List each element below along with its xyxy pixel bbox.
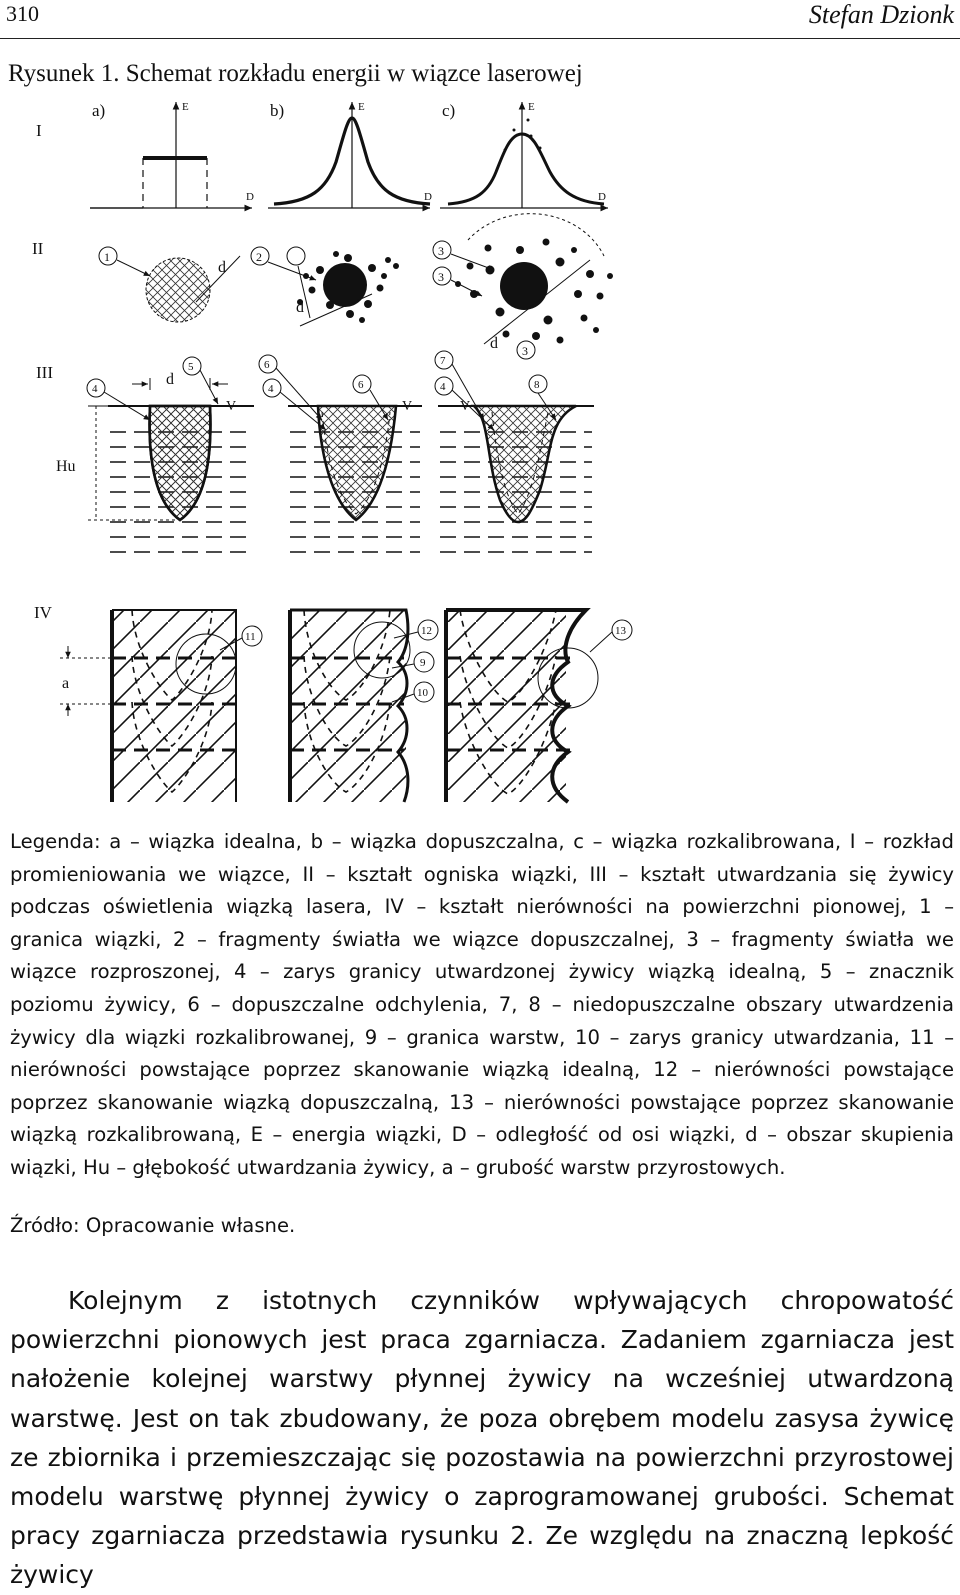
marker-5: 5 bbox=[188, 361, 194, 373]
figure-title: Rysunek 1. Schemat rozkładu energii w wiązce laserowej bbox=[8, 60, 583, 87]
row-label-II: II bbox=[32, 239, 44, 258]
dim-hu: Hu bbox=[56, 458, 76, 475]
row-1-energy-profiles bbox=[90, 101, 608, 208]
marker-4c: 4 bbox=[440, 381, 446, 393]
svg-text:D: D bbox=[246, 191, 254, 203]
marker-6a: 6 bbox=[264, 359, 270, 371]
row-label-I: I bbox=[36, 121, 42, 140]
row-3-cure-shapes bbox=[56, 351, 594, 552]
marker-3a: 3 bbox=[438, 244, 444, 258]
marker-13: 13 bbox=[615, 625, 626, 637]
marker-1: 1 bbox=[104, 250, 110, 264]
figure-illustration bbox=[0, 90, 960, 812]
dim-d-row3: d bbox=[166, 371, 174, 388]
dim-d-row2-b: d bbox=[296, 299, 304, 316]
level-v-1: V bbox=[226, 399, 237, 414]
panel-label-c: c) bbox=[442, 101, 456, 120]
row-4-surface-irregularities bbox=[60, 610, 632, 802]
marker-9: 9 bbox=[420, 657, 426, 669]
svg-text:E: E bbox=[182, 101, 189, 113]
marker-2: 2 bbox=[256, 250, 262, 264]
panel-label-b: b) bbox=[270, 101, 285, 120]
marker-4b: 4 bbox=[268, 383, 274, 395]
running-head-author: Stefan Dzionk bbox=[808, 0, 954, 29]
svg-text:E: E bbox=[358, 101, 365, 113]
svg-text:E: E bbox=[528, 101, 535, 113]
svg-text:D: D bbox=[424, 191, 432, 203]
page-header bbox=[0, 0, 960, 39]
marker-10: 10 bbox=[417, 687, 428, 699]
marker-3b: 3 bbox=[438, 270, 444, 284]
row-label-III: III bbox=[36, 363, 53, 382]
marker-7: 7 bbox=[440, 355, 446, 367]
dim-a: a bbox=[62, 675, 70, 692]
row-label-IV: IV bbox=[34, 603, 52, 622]
marker-4a: 4 bbox=[92, 383, 98, 395]
dim-d-row2-a: d bbox=[218, 259, 226, 276]
page-number: 310 bbox=[6, 1, 39, 26]
level-v-3: V bbox=[460, 399, 471, 414]
marker-6b: 6 bbox=[358, 379, 364, 391]
dim-d-row2-c: d bbox=[490, 335, 498, 352]
level-v-2: V bbox=[402, 399, 413, 414]
figure-source: Źródło: Opracowanie własne. bbox=[10, 1214, 296, 1237]
body-paragraph: Kolejnym z istotnych czynników wpływających chropowatość powierzchni pionowych jest praca zgarniacza. Zadaniem zgarniacza jest nałożenie kolejnej warstwy płynnej żywicy na wcześniej utwardzoną warstwę. Jest on tak zbudowany, że poza obrębem modelu zasysa żywicę ze zbiornika i przemieszczając się pozostawia na powierzchni przyrostowej modelu warstwę płynnej żywicy o zaprogramowanej grubości. Schemat pracy zgarniacza przedstawia rysunku 2. Ze względu na znaczną lepkość żywicy bbox=[10, 1286, 954, 1590]
marker-8: 8 bbox=[534, 379, 540, 391]
svg-text:D: D bbox=[598, 191, 606, 203]
figure-legend: Legenda: a – wiązka idealna, b – wiązka dopuszczalna, c – wiązka rozkalibrowana, I – rozkład promieniowania we wiązce, II – kształt ogniska wiązki, III – kształt utwardzania się żywicy podczas oświetlenia wiązką lasera, IV – kształt nierówności na powierzchni pionowej, 1 – granica wiązki, 2 – fragmenty światła we wiązce dopuszczalnej, 3 – fragmenty światła we wiązce rozproszonej, 4 – zarys granicy utwardzonej żywicy wiązką idealną, 5 – znacznik poziomu żywicy, 6 – dopuszczalne odchylenia, 7, 8 – niedopuszczalne obszary utwardzenia żywicy dla wiązki rozkalibrowanej, 9 – granica warstw, 10 – zarys granicy utwardzania, 11 – nierówności powstające poprzez skanowanie wiązką idealną, 12 – nierówności powstające poprzez skanowanie wiązką dopuszczalną, 13 – nierówności powstające poprzez skanowanie wiązką rozkalibrowaną, E – energia wiązki, D – odległość od osi wiązki, d – obszar skupienia wiązki, Hu – głębokość utwardzania żywicy, a – grubość warstw przyrostowych. bbox=[10, 830, 954, 1179]
marker-11: 11 bbox=[245, 631, 256, 643]
row-2-focus-shapes bbox=[99, 214, 613, 359]
marker-3c: 3 bbox=[522, 344, 528, 358]
marker-12: 12 bbox=[421, 625, 432, 637]
panel-label-a: a) bbox=[92, 101, 106, 120]
